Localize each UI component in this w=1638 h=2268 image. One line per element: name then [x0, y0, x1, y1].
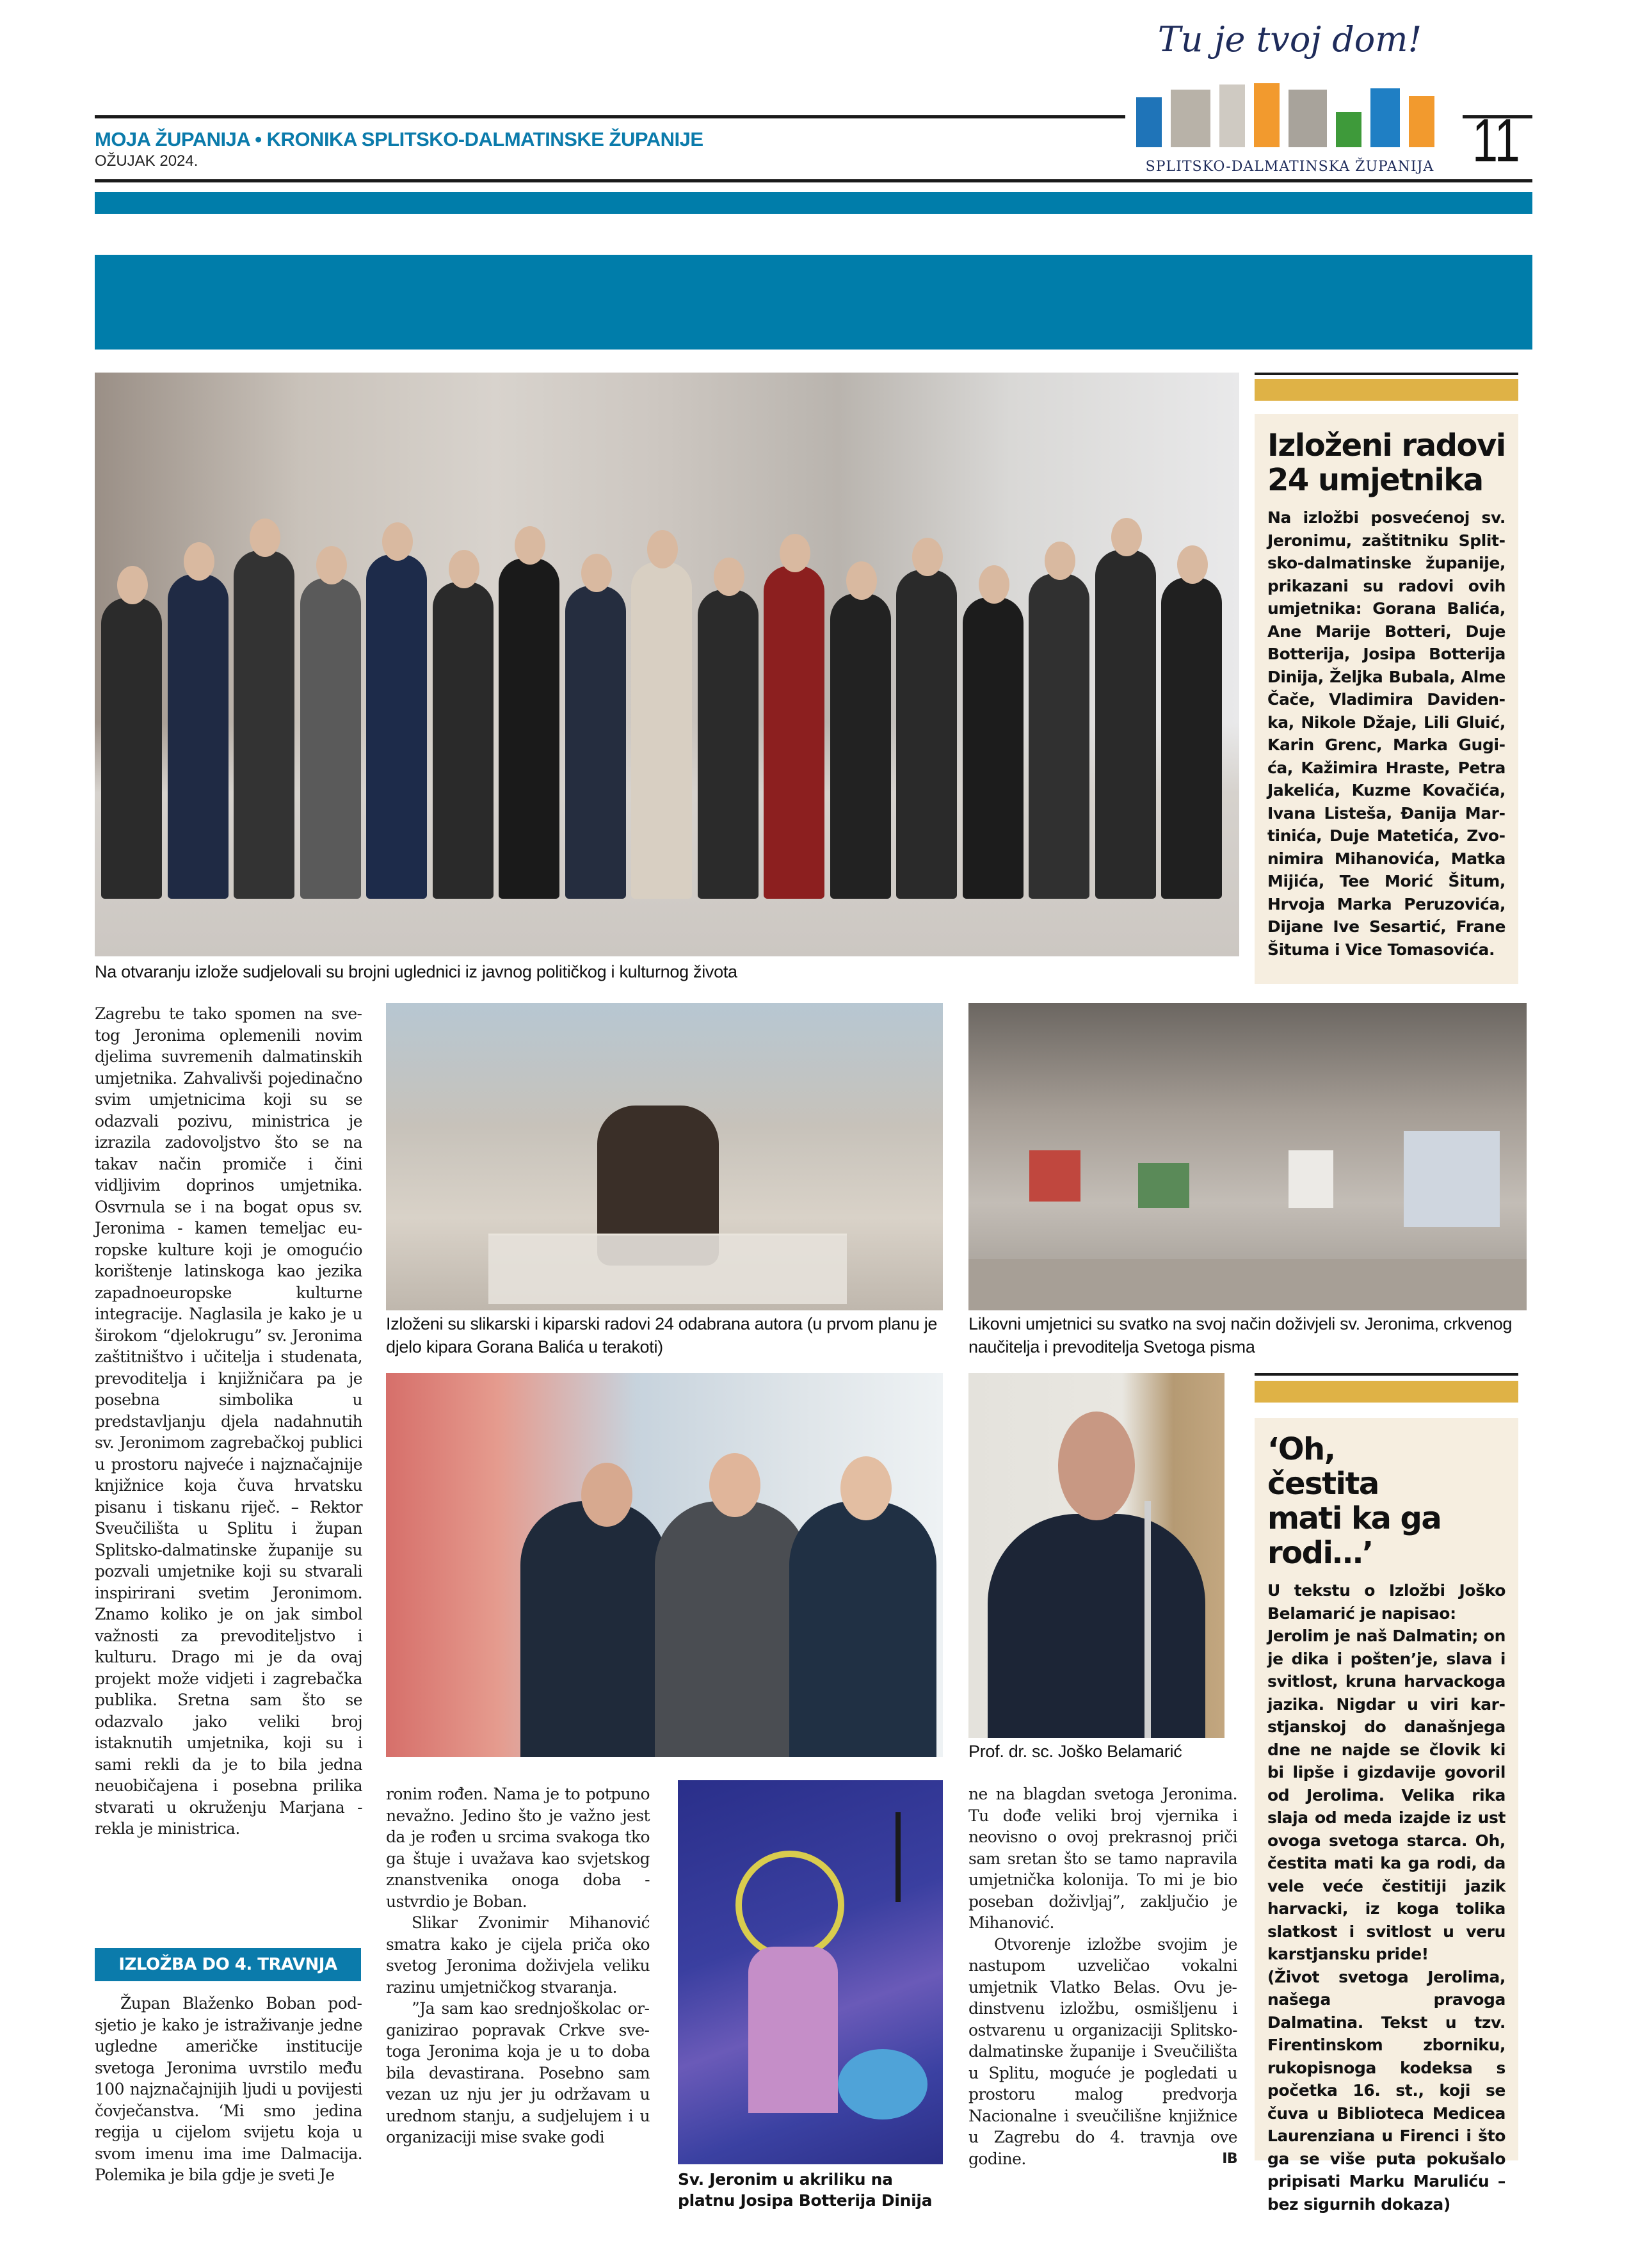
sidebar-artists: [1255, 414, 1518, 984]
person: [698, 590, 759, 899]
article-paragraph: ”Ja sam kao srednjoškolac organizirao popravak Crkve svetoga Jeronima koja je u to doba bila devastirana. Posebno sam vezan uz nju jer ju održavam u urednom stanju, a sudjelujem i u organizaciji mise svake godi: [386, 1999, 650, 2146]
article-paragraph: ne na blagdan svetoga Jeronima. Tu dođe veliki broj vjernika i neovisno o ovoj prekrasnoj priči sam sretan što se tamo napravila umjetnička kolonija. To mi je bio poseban doživljaj”, zaključio je Mihanović.: [968, 1785, 1237, 1932]
face: [780, 534, 810, 572]
person: [499, 558, 559, 899]
logo-bar: [1219, 84, 1245, 147]
logo-bar: [1370, 88, 1400, 147]
sidebar-artists-text: [1267, 506, 1506, 961]
halo: [735, 1851, 844, 1959]
photo-selfie: [386, 1373, 943, 1757]
person: [168, 574, 229, 899]
county-logo: [1123, 19, 1456, 179]
face: [117, 566, 148, 604]
photo-painting-saint-jerome: [678, 1780, 943, 2164]
sidebar-rule: [1255, 373, 1518, 375]
person: [963, 597, 1024, 899]
microphone-icon: [1144, 1501, 1151, 1738]
section-title: MOJA ŽUPANIJA • KRONIKA SPLITSKO-DALMATINSKE ŽUPANIJE: [95, 128, 703, 150]
author-signature: IB: [1222, 2150, 1237, 2167]
sidebar-quote: [1255, 1418, 1518, 2214]
article-paragraph: ronim rođen. Nama je to potpuno nevažno. Jedino što je važno jest da je rođen u srcima svakoga tko ga štuje i uvažava kao svjetskog znanstvenika onoga doba - ustvrdio je Boban.: [386, 1785, 650, 1911]
logo-bar: [1254, 83, 1280, 147]
headline-banner: [95, 255, 1532, 350]
logo-bars-icon: [1136, 83, 1437, 147]
person: [789, 1501, 936, 1757]
lion: [838, 2049, 927, 2119]
face: [1111, 518, 1142, 556]
cross-icon: [895, 1812, 901, 1902]
display-case: [488, 1234, 847, 1304]
page-number: 11: [1472, 106, 1520, 175]
artwork: [1404, 1131, 1500, 1227]
photo-sculpture: [386, 1003, 943, 1310]
artwork: [1289, 1150, 1333, 1208]
article-paragraph-text: Otvorenje izložbe svojim je nastupom uzveličao vokalni umjetnik Vlatko Belas. Ovu jedinstvenu izložbu, osmišljenu i ostvarenu u organizaciji Splitsko-dalmatinske županije i Sveučilišta u Splitu, moguće je pogledati u prostoru malog predvorja Nacionalne i sveučilišne knjižnice u Zagrebu do 4. travnja ove godine.: [968, 1934, 1237, 2168]
article-paragraph: Župan Blaženko Boban podsjetio je kako je istraživanje jedne ugledne američke institucije svetoga Jeronima uvrstilo među 100 najznačajnijih ljudi u povijesti čovječanstva. ‘Mi smo jedina regija u cijelom svijetu koja u svom imenu ima ime Dalmacija. Polemika je bila gdje je sveti Je: [95, 1994, 362, 2184]
logo-name: SPLITSKO-DALMATINSKA ŽUPANIJA: [1145, 159, 1434, 175]
header-rule-bottom: [95, 179, 1532, 182]
sidebar-gold-bar: [1255, 1381, 1518, 1403]
logo-tagline: Tu je tvoj dom!: [1157, 19, 1422, 60]
person: [988, 1514, 1205, 1738]
article-paragraph: Slikar Zvonimir Mihanović smatra kako je cijela priča oko svetog Jeronima doživjela veliku razinu umjetničkog stvaranja.: [386, 1913, 650, 1997]
artwork: [1138, 1163, 1189, 1208]
caption-professor: Prof. dr. sc. Joško Belamarić: [968, 1742, 1182, 1761]
header-rule-top: [95, 115, 1125, 118]
sidebar-rule: [1255, 1373, 1518, 1376]
artwork: [1029, 1150, 1080, 1202]
logo-bar: [1336, 112, 1361, 147]
logo-bar: [1171, 90, 1210, 147]
face: [709, 1453, 760, 1517]
figure: [748, 1947, 838, 2113]
person: [101, 598, 162, 899]
sidebar-gold-bar: [1255, 379, 1518, 401]
article-paragraph: Zagrebu te tako spomen na svetog Jeronima oplemenili novim djelima suvremenih dalmatinskih umjetnika. Zahvalivši pojedinačno svim umjetnicima koji su se odazvali pozivu, ministrica je izrazila zadovoljstvo što se na takav način promiče i čini vidljivim doprinos umjetnika. Osvrnula se i na bogat opus sv. Jeronima - kamen temeljac europske kulture koji je omogućio korištenje latinskoga kao jezika zapadnoeuropske kulturne integracije. Naglasila je kako je u širokom “djelokrugu” sv. Jeronima zaštitništvo i učitelja i studenata, prevoditelja i knjižničara pa je posebna simbolika u predstavljanju djela nadahnutih sv. Jeronimom zagrebačkoj publici u prostoru najveće i najznačajnije knjižnice koja čuva hrvatsku pisanu i tiskanu riječ. – Rektor Sveučilišta u Splitu i župan Splitsko-dalmatinske županije su pozvali umjetnike koji su stvarali inspirirani svetim Jeronimom. Znamo koliko je on jak simbol važnosti za prevoditeljstvo i kulturu. Drago mi je da ovaj projekt može vidjeti i zagrebačka publika. Sretna sam što se odazvalo jako veliki broj istaknutih umjetnika, koji su i sami rekli da je to bila jedna neuobičajena i posebna prilika stvarati u okruženju Marjana - rekla je ministrica.: [95, 1004, 362, 1838]
subheading-exhibition: IZLOŽBA DO 4. TRAVNJA: [95, 1948, 361, 1981]
sidebar-quote-source: (Život svetoga Jerolima, našega pravoga Dalmatina. Tekst u tzv. Firentinskom zborniku, rukopisnoga kodeksa s početka 16. st., koji se čuva u Biblioteca Medicea Laurenziana u Firenci i što ga se više puta pokušalo pripisati Marku Maruliću – bez sigurnih dokaza): [1267, 1967, 1506, 2214]
header-color-band: [95, 192, 1532, 214]
person: [1029, 574, 1089, 899]
person: [631, 562, 692, 899]
article-paragraph: [968, 1934, 1237, 2170]
face: [846, 561, 877, 600]
logo-bar: [1136, 97, 1162, 147]
face: [581, 554, 612, 592]
person: [366, 554, 427, 899]
sidebar-artists-paragraph: Na izložbi posvećenoj sv. Jeronimu, zaštitniku Splitsko-dalmatinske županije, prikazani su radovi ovih umjetnika: Gorana Balića, Ane Marije Botteri, Duje Botterija, Josipa Botterija Dinija, Željka Bubala, Alme Čače, Vladimira Davidenka, Nikole Džaje, Lili Gluić, Karin Grenc, Marka Gugića, Kažimira Hraste, Petra Jakelića, Kuzme Kovačića, Ivana Listeša, Đanija Martinića, Duje Matetića, Zvonimira Mihanovića, Matka Mijića, Tee Morić Šitum, Hrvoja Marka Peruzovića, Dijane Ive Sesartić, Frane Šituma i Vice Tomasovića.: [1267, 508, 1506, 959]
face: [382, 522, 413, 561]
photo-exhibition-hall: [968, 1003, 1527, 1310]
face: [316, 546, 347, 584]
face: [1058, 1411, 1135, 1520]
person: [764, 566, 824, 899]
sidebar-quote-body: Jerolim je naš Dalmatin; on je dika i pošten’je, slava i svitlost, kruna harvackoga jazika. Nigdar u viri karstjanskoj do današnjega dne ne najde se človik ki bi lipše i gizdavije govoril od Jerolima. Velika rika slaja od meda izajde iz ust ovoga svetoga starca. Oh, čestita mati ka ga rodi, da vele veće čestitiji jazik harvacki, iz koga tolika slatkost i svitlost u veru karstjansku pride!: [1267, 1627, 1506, 1963]
person: [896, 570, 957, 899]
person: [433, 582, 494, 899]
person: [1095, 550, 1156, 899]
caption-sculpture: Izloženi su slikarski i kiparski radovi 24 odabrana autora (u prvom planu je djelo kipara Gorana Balića u terakoti): [386, 1314, 938, 1356]
logo-bar: [1289, 90, 1327, 147]
face: [840, 1456, 892, 1520]
face: [647, 530, 678, 568]
photo-professor: [968, 1373, 1224, 1738]
person: [830, 593, 891, 899]
face: [515, 526, 545, 565]
face: [979, 565, 1009, 604]
floor: [968, 1259, 1527, 1310]
article-column-2: [386, 1783, 650, 2148]
logo-bar: [1409, 96, 1434, 147]
sidebar-quote-title: ‘Oh, čestita mati ka ga rodi…’: [1267, 1431, 1441, 1571]
caption-main-photo: Na otvaranju izlože sudjelovali su brojni uglednici iz javnog političkog i kulturnog života: [95, 962, 737, 981]
article-column-1: [95, 1003, 362, 1938]
article-column-1b: [95, 1993, 362, 2186]
face: [449, 550, 479, 588]
person: [234, 551, 294, 899]
sidebar-quote-intro: U tekstu o Izložbi Joško Belamarić je napisao:: [1267, 1581, 1506, 1623]
article-column-3: [968, 1783, 1237, 2169]
crowd-illustration: [95, 502, 1239, 899]
face: [714, 558, 744, 596]
photo-group-opening: [95, 373, 1239, 956]
person: [300, 578, 361, 899]
caption-painting: Sv. Jeronim u akriliku na platnu Josipa Botterija Dinija: [678, 2170, 933, 2210]
person: [520, 1501, 668, 1757]
person: [1161, 577, 1222, 899]
face: [184, 542, 214, 581]
sidebar-artists-title: Izloženi radovi 24 umjetnika: [1267, 428, 1506, 498]
face: [250, 519, 280, 557]
issue-date: OŽUJAK 2024.: [95, 152, 198, 170]
caption-exhibition-hall: Likovni umjetnici su svatko na svoj način doživjeli sv. Jeronima, crkvenog naučitelja i prevoditelja Svetoga pisma: [968, 1314, 1513, 1356]
person: [565, 586, 626, 899]
sidebar-quote-text: [1267, 1579, 1506, 2216]
person: [655, 1501, 808, 1757]
face: [581, 1463, 632, 1527]
